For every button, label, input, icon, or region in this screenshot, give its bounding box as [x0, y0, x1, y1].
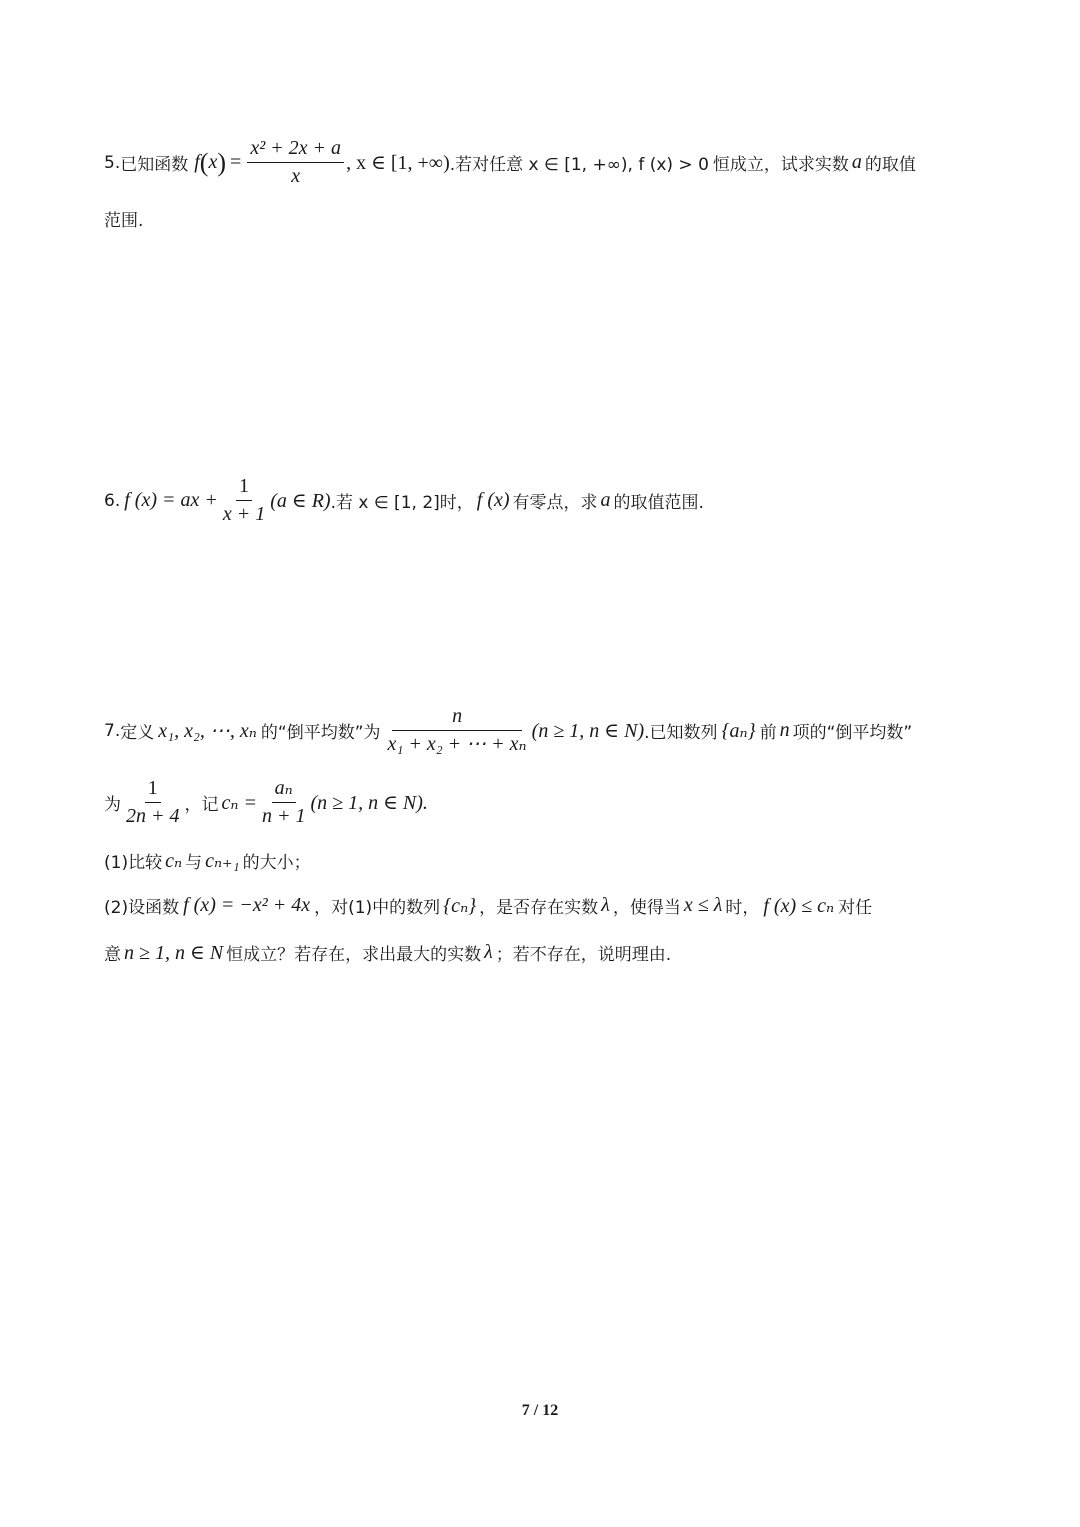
fraction: [123, 778, 183, 827]
domain: , x ∈ [1, +∞): [346, 152, 450, 174]
problem-5-line-2: 范围.: [104, 211, 144, 231]
problem-5-line-1: [104, 138, 916, 187]
text: 的取值范围.: [613, 493, 704, 513]
text: (1)比较: [104, 853, 163, 873]
text: ；若不存在，说明理由.: [495, 945, 672, 965]
text: 意: [104, 945, 121, 965]
fraction-numerator: aₙ: [272, 778, 296, 803]
text: 时，: [439, 493, 474, 513]
text: 项的“倒平均数”: [792, 723, 913, 743]
param-a: a: [851, 151, 862, 173]
lhs: f (x) = ax +: [124, 489, 218, 511]
text: .已知数列: [644, 723, 718, 743]
fraction: [247, 138, 344, 187]
problem-5-intro: 已知函数: [120, 155, 189, 175]
text: 的“倒平均数”为: [260, 723, 381, 743]
text: 有零点，求: [512, 493, 598, 513]
text: 恒成立？若存在，求出最大的实数: [226, 945, 482, 965]
condition: x ≤ λ: [683, 894, 723, 916]
fraction-denominator: 2n + 4: [126, 805, 180, 827]
cn-plus-1: cₙ₊₁: [205, 850, 240, 872]
sequence: x₁, x₂, ⋯, xₙ: [158, 720, 257, 742]
fraction-numerator: 1: [236, 476, 252, 501]
interval-condition: .若 x ∈ [1, 2]: [330, 493, 440, 513]
text: 的大小；: [242, 853, 311, 873]
fraction: [385, 706, 530, 755]
cn-eq: cₙ =: [221, 792, 257, 814]
fraction-denominator: x: [291, 165, 301, 187]
fraction: [259, 778, 309, 827]
condition-text: 恒成立，试求实数: [712, 155, 849, 175]
page-number: 7 / 12: [521, 1402, 559, 1419]
function-name: f: [194, 151, 200, 173]
problem-7-line-1: [104, 706, 912, 755]
condition: (n ≥ 1, n ∈ N).: [310, 792, 428, 814]
condition: n ≥ 1, n ∈ N: [124, 942, 224, 964]
fraction: [220, 476, 268, 525]
tail: 的取值: [864, 155, 916, 175]
fx: f (x): [476, 489, 510, 511]
cn: cₙ: [165, 850, 183, 872]
param-a: a: [600, 489, 611, 511]
fraction-numerator: n: [392, 706, 522, 731]
text: 时，: [725, 898, 760, 918]
text: 为: [104, 795, 121, 815]
fraction-denominator: x + 1: [222, 503, 266, 525]
function-def: f (x) = −x² + 4x: [183, 894, 311, 916]
problem-7-line-2: [104, 778, 428, 827]
lambda: λ: [601, 894, 610, 916]
text: ，是否存在实数: [479, 898, 599, 918]
problem-6-number: 6.: [104, 490, 121, 511]
text: ，记: [184, 795, 219, 815]
text: 与: [185, 853, 203, 873]
text: ，对(1)中的数列: [314, 898, 441, 918]
sequence-c: {cₙ}: [443, 895, 477, 917]
n-var: n: [779, 719, 790, 741]
fraction-numerator: 1: [145, 778, 161, 803]
problem-6-line: [104, 476, 704, 525]
paren-condition: (a ∈ R): [270, 490, 331, 512]
fraction-denominator: x₁ + x₂ + ⋯ + xₙ: [387, 733, 527, 755]
condition: .若对任意 x ∈ [1, +∞), f (x) > 0: [449, 155, 709, 175]
problem-7-part-2-line-1: [104, 893, 872, 918]
equals-sign: =: [230, 151, 242, 173]
paren: (: [199, 147, 209, 177]
fraction-denominator: n + 1: [261, 805, 306, 827]
fraction-numerator: x² + 2x + a: [247, 138, 344, 163]
inequality: f (x) ≤ cₙ: [763, 895, 835, 917]
function-var: x: [208, 151, 218, 173]
problem-5-number: 5.: [104, 152, 121, 173]
lambda: λ: [484, 941, 493, 963]
text: 对任: [838, 898, 873, 918]
problem-7-part-1: [104, 848, 311, 873]
text: 定义: [120, 723, 155, 743]
text: ，使得当: [612, 898, 681, 918]
problem-7-number: 7.: [104, 720, 121, 741]
sequence-a: {aₙ}: [721, 720, 756, 742]
text: 前: [759, 723, 777, 743]
text: (2)设函数: [104, 898, 180, 918]
paren: ): [217, 147, 227, 177]
condition: (n ≥ 1, n ∈ N): [531, 720, 645, 742]
problem-7-part-2-line-2: [104, 940, 671, 965]
